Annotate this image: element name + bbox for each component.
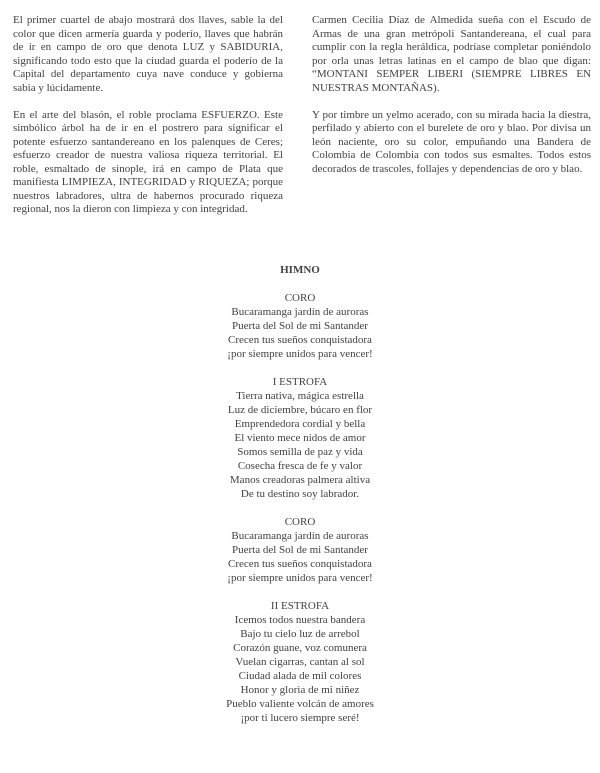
stanza-line: Icemos todos nuestra bandera [234, 614, 366, 626]
body-paragraph: En el arte del blasón, el roble proclama ESFUERZO. Este simbólico árbol ha de ir en el postrero para significar el potente esfuerzo santandereano en los palenques de Ceres; esfuerzo creador de nuestra valiosa riqueza territorial. El roble, esmaltado de sinople, irá en campo de Plata que manifiesta LIMPIEZA, INTEGRIDAD y RIQUEZA; porque nuestros labradores, ultra de habernos procurado riqueza regional, nos la dieron con limpieza y con integridad. [13, 108, 283, 215]
stanza-line: Pueblo valiente volcán de amores [226, 698, 374, 710]
stanza-line: Corazón guane, voz comunera [233, 642, 367, 654]
stanza-line: Somos semilla de paz y vida [237, 446, 363, 458]
hymn-section [0, 263, 600, 725]
stanza-line: Emprendedora cordial y bella [234, 418, 366, 430]
stanza-line: ¡por ti lucero siempre seré! [240, 712, 360, 724]
hymn-stanza [0, 515, 600, 585]
right-column [312, 14, 591, 230]
stanza-line: Tierra nativa, mágica estrella [236, 390, 364, 402]
stanza-line: Crecen tus sueños conquistadora [228, 334, 372, 346]
stanza-line: Cosecha fresca de fe y valor [237, 460, 363, 472]
hymn-title: HIMNO [280, 264, 320, 276]
stanza-line: Manos creadoras palmera altiva [229, 474, 371, 486]
stanza-label: CORO [284, 292, 316, 304]
stanza-line: Bajo tu cielo luz de arrebol [240, 628, 360, 640]
hymn-stanzas [0, 291, 600, 725]
stanza-line: ¡por siempre unidos para vencer! [227, 572, 373, 584]
stanza-label: II ESTROFA [270, 600, 330, 612]
stanza-line: Bucaramanga jardín de auroras [231, 530, 369, 542]
stanza-line: Crecen tus sueños conquistadora [228, 558, 372, 570]
stanza-line: Puerta del Sol de mi Santander [232, 320, 368, 332]
stanza-line: De tu destino soy labrador. [240, 488, 360, 500]
stanza-line: Puerta del Sol de mi Santander [232, 544, 368, 556]
stanza-line: Ciudad alada de mil colores [238, 670, 362, 682]
stanza-line: El viento mece nidos de amor [234, 432, 366, 444]
hymn-stanza [0, 599, 600, 725]
left-column [13, 14, 283, 230]
body-paragraph: Y por timbre un yelmo acerado, con su mirada hacia la diestra, perfilado y abierto con el burelete de oro y blao. Por divisa un león naciente, oro su color, empuñando una Bandera de Colombia de Colombia con todos sus esmaltes. Todos estos decorados de trascoles, follajes y dependencias de oro y blao. [312, 108, 591, 175]
stanza-label: CORO [284, 516, 316, 528]
stanza-line: Bucaramanga jardín de auroras [231, 306, 369, 318]
stanza-line: Vuelan cigarras, cantan al sol [235, 656, 365, 668]
hymn-stanza [0, 375, 600, 501]
stanza-label: I ESTROFA [272, 376, 328, 388]
body-paragraph: El primer cuartel de abajo mostrará dos llaves, sable la del color que dicen armería guarda y poderío, llaves que habrán de ir en campo de oro que denota LUZ y SABIDURIA, significando todo esto que la ciudad guarda el poderío de la Capital del departamento cuya nave conduce y gobierna sabia y lúcidamente. [13, 14, 283, 94]
stanza-line: Luz de diciembre, búcaro en flor [227, 404, 373, 416]
stanza-line: Honor y gloria de mi niñez [240, 684, 360, 696]
hymn-stanza [0, 291, 600, 361]
stanza-line: ¡por siempre unidos para vencer! [227, 348, 373, 360]
two-column-section [0, 0, 600, 230]
body-paragraph: Carmen Cecilia Díaz de Almedida sueña con el Escudo de Armas de una gran metrópoli Santandereana, el cual para cumplir con la regla heráldica, podríase completar poniéndolo por orla unas letras latinas en el campo de blao que digan: “MONTANI SEMPER LIBERI (SIEMPRE LIBRES EN NUESTRAS MONTAÑAS). [312, 14, 591, 94]
